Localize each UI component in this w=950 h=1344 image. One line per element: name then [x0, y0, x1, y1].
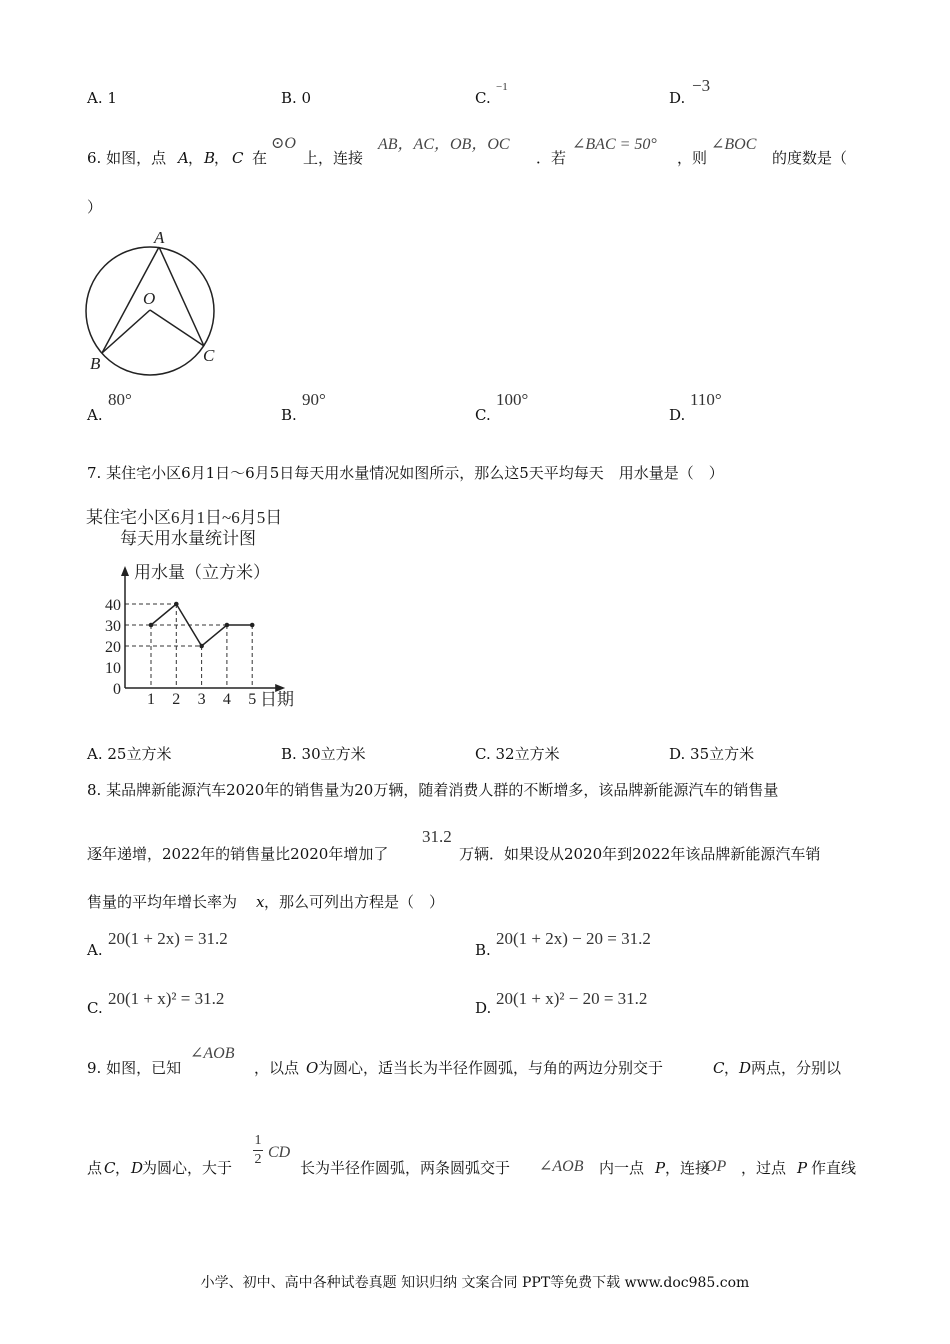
chart-title: 某住宅小区6月1日~6月5日 [86, 508, 283, 527]
x-tick-label-5: 5 [248, 691, 257, 708]
x-tick-label-4: 4 [222, 691, 231, 708]
q6-text-4: ．若 [536, 149, 567, 167]
q6-close: ） [87, 198, 103, 216]
page-footer: 小学、初中、高中各种试卷真题 知识归纳 文案合同 PPT等免费下载 www.doc985.com [200, 1275, 750, 1291]
y-tick-label-40: 40 [105, 597, 121, 614]
q9-line-2-point-p: P [797, 1159, 808, 1177]
q9-line-2f: ，过点 [741, 1159, 787, 1177]
y-tick-label-20: 20 [105, 639, 121, 656]
q9-fraction-half [253, 1133, 263, 1168]
q9-fraction-cd: CD [268, 1144, 291, 1161]
q9-sep-cd: ， [724, 1059, 740, 1077]
x-tick-label-2: 2 [172, 691, 181, 708]
q9-angle-aob: ∠AOB [190, 1045, 235, 1062]
segment-ob [102, 310, 150, 353]
q9-line-2b: 为圆心，大于 [142, 1159, 233, 1177]
x-tick-label-1: 1 [147, 691, 155, 708]
q5-option-a: A. 1 [87, 89, 117, 107]
data-point-5 [250, 623, 255, 628]
q6-text-6: 的度数是（ [772, 149, 848, 167]
chart-series [149, 602, 255, 649]
q9-line-2-point-c: C [104, 1159, 116, 1177]
q7-option-c: C. 32立方米 [475, 745, 560, 763]
q6-option-b-letter: B. [281, 406, 297, 424]
q5-option-b: B. 0 [281, 89, 312, 107]
q8-line-3a: 售量的平均年增长率为 [87, 893, 238, 911]
y-axis-arrow [121, 566, 129, 576]
q6-sep-1: ， [188, 149, 204, 167]
q5-option-c: C. [475, 89, 491, 107]
q8-line-2-math: 31.2 [422, 827, 452, 846]
q7-stem: 7. 某住宅小区6月1日～6月5日每天用水量情况如图所示，那么这5天平均每天 用水量是（ ） [87, 464, 724, 482]
q7-option-a: A. 25立方米 [87, 745, 172, 763]
chart-tick-labels [105, 597, 256, 708]
q6-text-1: 6. 如图，点 [87, 149, 167, 167]
q9-line-2-sep: ， [115, 1159, 131, 1177]
q9-point-c: C [713, 1059, 725, 1077]
q8-option-a-math: 20(1 + 2x) = 31.2 [108, 929, 228, 948]
y-tick-label-30: 30 [105, 618, 121, 635]
label-a: A [154, 228, 165, 247]
q9-segment-op: OP [705, 1158, 727, 1175]
q8-option-d-letter: D. [475, 999, 492, 1017]
q9-line-1a: 9. 如图，已知 [87, 1059, 182, 1077]
q6-sep-2: ， [214, 149, 230, 167]
q6-circle-o: ⊙O [271, 135, 296, 152]
chart-ylabel: 用水量（立方米） [134, 563, 270, 582]
q6-text-3: 上，连接 [303, 149, 364, 167]
q8-line-2a: 逐年递增，2022年的销售量比2020年增加了 [87, 845, 389, 863]
q6-angle-given: ∠BAC = 50° [572, 136, 657, 153]
q7-option-b: B. 30立方米 [281, 745, 366, 763]
q8-option-b-math: 20(1 + 2x) − 20 = 31.2 [496, 929, 651, 948]
data-point-1 [149, 623, 154, 628]
q6-angle-ask: ∠BOC [711, 136, 757, 153]
q6-option-c-letter: C. [475, 406, 491, 424]
q6-option-d-value: 110° [690, 390, 722, 409]
chart-subtitle: 每天用水量统计图 [120, 529, 256, 548]
q9-point-d: D [739, 1059, 752, 1077]
q6-point-c: C [232, 149, 244, 167]
data-point-3 [199, 644, 204, 649]
q9-line-2e: ，连接 [665, 1159, 711, 1177]
q8-option-c-math: 20(1 + x)² = 31.2 [108, 989, 225, 1008]
q8-line-1: 8. 某品牌新能源汽车2020年的销售量为20万辆，随着消费人群的不断增多，该品牌新能源汽车的销售量 [87, 781, 779, 799]
q6-text-5: ，则 [677, 149, 708, 167]
q6-option-a-letter: A. [87, 406, 103, 424]
q9-line-1c: 为圆心，适当长为半径作圆弧，与角的两边分别交于 [318, 1059, 664, 1077]
label-o: O [143, 289, 156, 308]
q9-line-2-angle: ∠AOB [539, 1158, 584, 1175]
q9-line-2d: 内一点 [599, 1159, 645, 1177]
q6-option-a-value: 80° [108, 390, 132, 409]
q9-line-2-point-d: D [131, 1159, 144, 1177]
data-point-2 [174, 602, 179, 607]
q8-option-d-math: 20(1 + x)² − 20 = 31.2 [496, 989, 648, 1008]
q9-point-o: O [306, 1059, 319, 1077]
chart-xlabel: 日期 [260, 690, 294, 709]
q9-fraction-numerator: 1 [254, 1133, 262, 1148]
q9-line-2g: 作直线 [811, 1159, 857, 1177]
q9-line-2c: 长为半径作圆弧，两条圆弧交于 [300, 1159, 511, 1177]
q6-point-a: A [178, 149, 189, 167]
q8-line-2b: 万辆．如果设从2020年到2022年该品牌新能源汽车销 [459, 845, 821, 863]
q8-option-a-letter: A. [87, 941, 103, 959]
q6-figure [80, 228, 225, 376]
data-point-4 [225, 623, 230, 628]
y-tick-label-0: 0 [113, 681, 121, 698]
q5-option-d-math: −3 [692, 76, 711, 95]
q9-fraction-denominator: 2 [254, 1152, 262, 1167]
q6-option-c-value: 100° [496, 390, 529, 409]
q6-point-b: B [204, 149, 216, 167]
q5-option-d: D. [669, 89, 686, 107]
chart-axes [121, 566, 285, 692]
q6-segments: AB，AC，OB，OC [378, 136, 510, 153]
q6-option-b-value: 90° [302, 390, 326, 409]
q6-text-2: 在 [252, 149, 268, 167]
x-tick-label-3: 3 [197, 691, 206, 708]
q9-line-1d: 两点，分别以 [751, 1059, 842, 1077]
q8-option-b-letter: B. [475, 941, 491, 959]
q8-option-c-letter: C. [87, 999, 103, 1017]
label-c: C [203, 346, 215, 365]
label-b: B [90, 354, 101, 373]
y-tick-label-10: 10 [105, 660, 121, 677]
chart-guides [125, 604, 252, 688]
q5-option-c-math: −1 [496, 81, 508, 93]
q6-option-d-letter: D. [669, 406, 686, 424]
q7-water-usage-chart [80, 505, 340, 720]
q8-line-3b: ，那么可列出方程是（ ） [264, 893, 445, 911]
q9-line-2a: 点 [87, 1159, 103, 1177]
q9-point-p: P [655, 1159, 666, 1177]
q7-option-d: D. 35立方米 [669, 745, 755, 763]
q9-line-1b: ，以点 [254, 1059, 300, 1077]
q8-line-3-x: x [256, 893, 265, 911]
series-line [151, 604, 252, 646]
